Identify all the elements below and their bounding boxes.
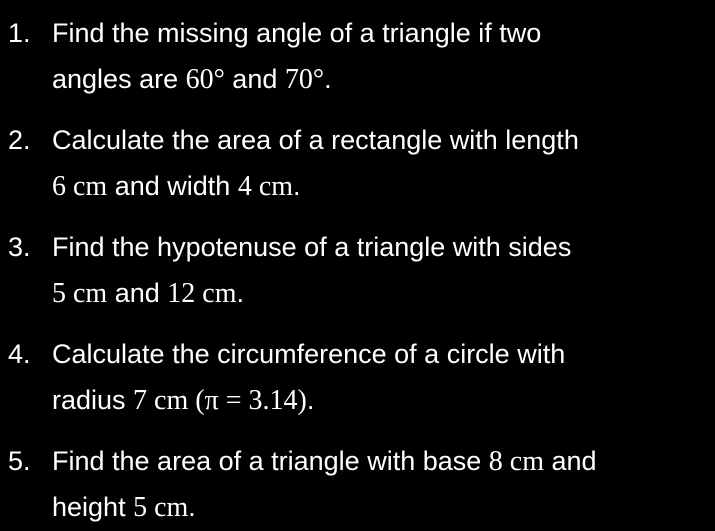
question-text: Find the area of a triangle with base <box>52 446 489 476</box>
question-text: . <box>236 278 245 308</box>
math-value: 5 cm <box>133 492 189 523</box>
question-text-line-2 <box>52 377 314 424</box>
math-value: 8 cm <box>488 446 544 477</box>
question-text: radius <box>52 385 134 415</box>
question-text-line-2 <box>52 163 301 210</box>
question-number: 4. <box>8 339 31 369</box>
question-text: . <box>188 492 196 522</box>
question-number: 1. <box>8 18 31 48</box>
math-value: 4 cm <box>237 171 294 202</box>
question-text: height <box>52 492 134 522</box>
math-value: 5 cm <box>52 278 108 309</box>
question-text-line-2 <box>52 484 196 531</box>
math-value: (π = 3.14) <box>188 385 307 416</box>
math-value: 6 cm <box>52 171 108 202</box>
question-text: angles are <box>52 64 186 94</box>
question-number: 2. <box>8 125 31 155</box>
question-text: and <box>107 278 168 308</box>
question-text: . <box>293 171 301 201</box>
question-number: 5. <box>8 446 31 476</box>
math-value: 60° <box>185 64 225 95</box>
question-text: . <box>324 64 332 94</box>
question-number: 3. <box>8 232 31 262</box>
question-text-line-1: Calculate the area of a rectangle with length <box>52 125 579 155</box>
question-text-line-1: Find the missing angle of a triangle if two <box>52 18 542 48</box>
math-value: 7 cm <box>133 385 189 416</box>
math-value: 12 cm <box>167 278 237 309</box>
question-text: and <box>224 64 285 94</box>
question-text-line-1 <box>52 438 597 485</box>
question-text: and width <box>107 171 238 201</box>
question-text: and <box>543 446 597 476</box>
question-text-line-2 <box>52 56 332 103</box>
question-text: . <box>306 385 315 415</box>
math-value: 70° <box>284 64 325 95</box>
question-text-line-1: Find the hypotenuse of a triangle with sides <box>52 232 572 262</box>
question-text-line-1: Calculate the circumference of a circle with <box>52 339 566 369</box>
question-text-line-2 <box>52 270 244 317</box>
